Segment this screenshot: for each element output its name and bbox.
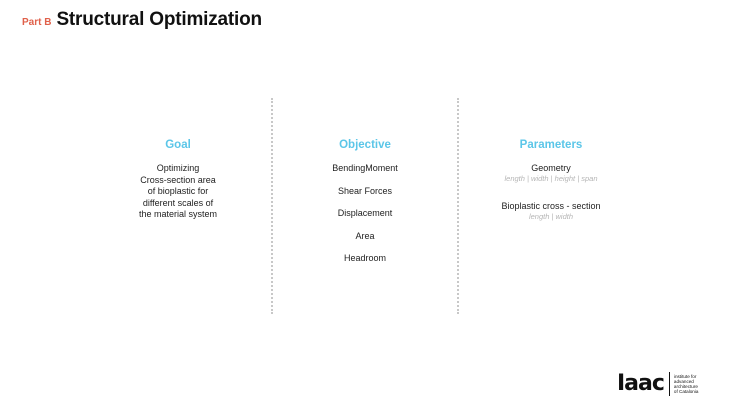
iaac-logo	[617, 372, 714, 396]
goal-line: Cross-section area	[140, 174, 216, 185]
parameter-item	[466, 201, 636, 222]
parameter-subtext: length | width	[528, 212, 574, 221]
parameter-item	[466, 163, 636, 184]
objective-item: BendingMoment	[332, 163, 398, 173]
logo-text-line: architecture	[673, 384, 698, 389]
logo-separator	[669, 372, 670, 396]
parameter-subtext: length | width | height | span	[504, 174, 598, 183]
goal-heading: Goal	[165, 139, 191, 151]
slide-title: Structural Optimization	[56, 9, 262, 30]
column-divider-left	[271, 98, 273, 314]
parameter-name: Bioplastic cross - section	[501, 201, 601, 211]
logo-text	[674, 374, 714, 395]
parameter-name: Geometry	[531, 163, 571, 173]
goal-line: different scales of	[142, 197, 214, 208]
logo-text-line: of Catalonia	[673, 389, 699, 395]
objective-item: Shear Forces	[337, 185, 393, 196]
column-divider-right	[457, 98, 459, 314]
objective-item: Displacement	[337, 208, 393, 218]
part-label: Part B	[22, 17, 52, 28]
logo-text-line: advanced	[673, 378, 694, 384]
parameters-column	[466, 139, 636, 239]
objective-item: Area	[355, 230, 375, 241]
parameters-heading: Parameters	[519, 139, 583, 151]
logo-text-line: institute for	[673, 373, 697, 379]
objective-column	[280, 139, 450, 276]
objective-item: Headroom	[343, 253, 387, 263]
goal-line: the material system	[138, 209, 218, 219]
goal-text	[93, 163, 263, 221]
goal-column	[93, 139, 263, 221]
goal-line: Optimizing	[156, 163, 200, 173]
goal-line: of bioplastic for	[147, 186, 209, 196]
slide-header	[22, 9, 262, 31]
objective-heading: Objective	[339, 139, 391, 151]
logo-mark: Iaac	[617, 371, 664, 396]
